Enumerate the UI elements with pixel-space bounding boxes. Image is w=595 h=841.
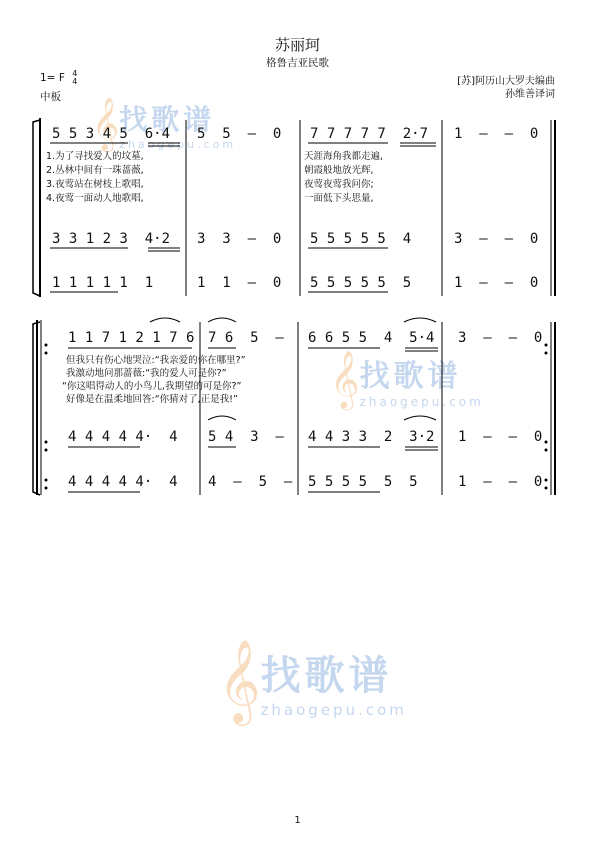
- system1-alto-bar4: 3 – – 0: [454, 231, 539, 247]
- system2-alto-bar1: 4 4 4 4 4· 4: [68, 429, 178, 445]
- watermark-site: zhaogepu.com: [119, 137, 237, 151]
- system1-verse1-b: 天涯海角我都走遍,: [304, 151, 384, 162]
- tempo-marking: 中板: [40, 91, 61, 103]
- system1-melody-bar1: 5 5 3 4 5 6·4: [52, 126, 171, 142]
- system1-melody-bar4: 1 – – 0: [454, 126, 539, 142]
- system2-melody-bar4: 3 – – 0: [458, 330, 543, 346]
- system2-verse2: 我激动地问那蔷薇:“我的爱人可是你?”: [66, 368, 227, 379]
- system1-verse4-b: 一面低下头思量,: [304, 193, 374, 204]
- system2-alto-bar4: 1 – – 0: [458, 429, 543, 445]
- system1-verse3-b: 夜莺夜莺我问你;: [304, 179, 374, 190]
- system1-bass-bar4: 1 – – 0: [454, 275, 539, 291]
- treble-clef-icon: 𝄞: [330, 350, 360, 408]
- watermark-brand: 找歌谱: [119, 102, 216, 136]
- time-top: 4: [72, 69, 78, 78]
- system1-bass-bar3: 5 5 5 5 5 5: [310, 275, 412, 291]
- system1-alto-bar3: 5 5 5 5 5 4: [310, 231, 412, 247]
- system1-alto-bar1: 3 3 1 2 3 4·2: [52, 231, 171, 247]
- system2-verse4: 好像是在温柔地回答:“你猜对了,正是我!”: [66, 394, 238, 405]
- system2-alto-bar3: 4 4 3 3 2 3·2: [308, 429, 435, 445]
- system1-verse3-a: 3.夜莺站在树枝上歌唱,: [46, 179, 144, 190]
- system1-bass-bar1: 1 1 1 1 1 1: [52, 275, 154, 291]
- composer: [苏]阿历山大罗夫编曲: [457, 76, 555, 87]
- system2-alto-bar2: 5 4 3 –: [208, 429, 284, 445]
- system2-bass-bar3: 5 5 5 5 5 5: [308, 474, 418, 490]
- time-bottom: 4: [72, 77, 78, 86]
- treble-clef-icon: 𝄞: [218, 638, 261, 722]
- key-text: 1= F: [40, 72, 65, 84]
- watermark-site: zhaogepu.com: [359, 394, 484, 409]
- watermark-brand: 找歌谱: [359, 358, 462, 394]
- song-title: 苏丽珂: [274, 36, 320, 54]
- translator: 孙维善译词: [505, 89, 555, 100]
- system1-verse2-a: 2.丛林中间有一珠蔷薇,: [46, 165, 144, 176]
- system1-alto-bar2: 3 3 – 0: [197, 231, 282, 247]
- watermark-brand: 找歌谱: [260, 652, 393, 699]
- watermark-site: zhaogepu.com: [260, 700, 407, 719]
- song-subtitle: 格鲁吉亚民歌: [266, 57, 329, 69]
- system2-melody-bar3: 6 6 5 5 4 5·4: [308, 330, 435, 346]
- system2-verse3: “你这唱得动人的小鸟儿,我期望的可是你?”: [62, 381, 242, 392]
- system1-verse1-a: 1.为了寻找爱人的坟墓,: [46, 151, 144, 162]
- system2-verse1: 但我只有伤心地哭泣:“我亲爱的你在哪里?”: [66, 355, 246, 366]
- treble-clef-icon: 𝄞: [92, 96, 120, 150]
- system2-bass-bar1: 4 4 4 4 4· 4: [68, 474, 178, 490]
- system2-melody-bar1: 1 1 7 1 2 1 7 6: [68, 330, 195, 346]
- system1-verse2-b: 朝霞般地放光辉,: [304, 165, 374, 176]
- system1-melody-bar3: 7 7 7 7 7 2·7: [310, 126, 429, 142]
- system1-verse4-a: 4.夜莺一面动人地歌唱,: [46, 193, 144, 204]
- system1-bass-bar2: 1 1 – 0: [197, 275, 282, 291]
- system2-bass-bar4: 1 – – 0: [458, 474, 543, 490]
- system2-melody-bar2: 7 6 5 –: [208, 330, 284, 346]
- system1-melody-bar2: 5 5 – 0: [197, 126, 282, 142]
- page-number: 1: [294, 815, 301, 826]
- system2-bass-bar2: 4 – 5 –: [208, 474, 293, 490]
